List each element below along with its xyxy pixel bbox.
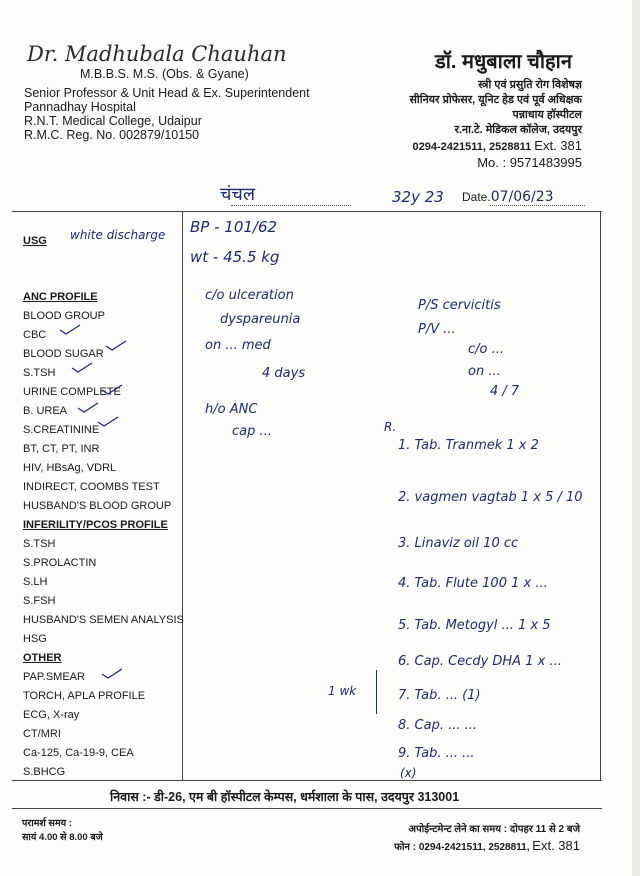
test-item: S.BHCG: [23, 766, 66, 778]
exam-line: P/S cervicitis: [418, 298, 501, 313]
date-dotted-line: [490, 205, 585, 206]
test-heading-other: OTHER: [23, 652, 62, 664]
usg-note-handwritten: white discharge: [70, 228, 166, 242]
detail-line-hi: स्त्री एवं प्रसुति रोग विशेषज्ञ: [478, 79, 582, 91]
rx-line: 8. Cap. ... ...: [398, 718, 478, 733]
test-item: BLOOD SUGAR: [23, 348, 104, 360]
right-margin-line: [600, 211, 601, 780]
page-edge: [632, 0, 640, 876]
detail-line: Pannadhay Hospital: [24, 100, 136, 114]
rx-line: 5. Tab. Metogyl ... 1 x 5: [398, 618, 551, 633]
rx-line: 1. Tab. Tranmek 1 x 2: [398, 438, 539, 453]
detail-line-hi: सीनियर प्रोफेसर, यूनिट हेड एवं पूर्व अधिक्षक: [409, 94, 582, 106]
complaint-line: dyspareunia: [220, 312, 301, 327]
mobile-number: Mo. : 9571483995: [477, 155, 582, 170]
test-item: PAP.SMEAR: [23, 671, 85, 683]
detail-line: R.M.C. Reg. No. 002879/10150: [24, 128, 200, 142]
top-rule: [12, 211, 602, 212]
footer-phone-numbers: फोन : 0294-2421511, 2528811,: [394, 842, 530, 853]
history-line: h/o ANC: [205, 402, 258, 417]
detail-line-hi: पन्नाधाय हॉस्पीटल: [512, 109, 582, 121]
doctor-details-en: [24, 86, 310, 142]
checkmark-icon: [96, 414, 120, 428]
test-item: HUSBAND'S BLOOD GROUP: [23, 500, 172, 512]
bracket-note: 1 wk: [328, 684, 357, 698]
history-line: cap ...: [232, 424, 272, 439]
checkmark-icon: [104, 338, 128, 352]
phone-line: [409, 138, 582, 155]
doctor-details-hi: [409, 78, 582, 170]
date-label: Date.: [462, 190, 491, 204]
rx-line: 9. Tab. ... ...: [398, 746, 475, 761]
patient-name-handwritten: चंचल: [220, 184, 256, 205]
complaint-line: on ... med: [205, 338, 271, 353]
checkmark-icon: [70, 360, 94, 374]
test-item: S.FSH: [23, 595, 56, 607]
detail-line: R.N.T. Medical College, Udaipur: [24, 114, 202, 128]
test-item: S.CREATININE: [23, 424, 100, 436]
checkmark-icon: [76, 400, 100, 414]
footer-phone: [394, 838, 580, 856]
phone-ext: Ext. 381: [534, 138, 582, 153]
residence-address: निवास :- डी-26, एम बी हॉस्पीटल केम्पस, धर्मशाला के पास, उदयपुर 313001: [110, 790, 460, 804]
consult-time: सायं 4.00 से 8.00 बजे: [22, 832, 103, 843]
test-item: B. UREA: [23, 405, 68, 417]
exam-line: on ...: [468, 364, 501, 379]
consult-label: परामर्श समय :: [22, 818, 72, 829]
rx-line: 3. Linaviz oil 10 cc: [398, 536, 519, 551]
test-item: INDIRECT, COOMBS TEST: [23, 481, 160, 493]
test-heading-anc: ANC PROFILE: [23, 291, 98, 303]
exam-line: c/o ...: [468, 342, 505, 357]
test-item: BLOOD GROUP: [23, 310, 105, 322]
rx-line: 7. Tab. ... (1): [398, 688, 481, 703]
footer-phone-ext: Ext. 381: [532, 838, 580, 853]
detail-line-hi: र.ना.टे. मेडिकल कॉलेज, उदयपुर: [454, 124, 582, 136]
checkmark-icon: [100, 382, 124, 396]
test-item: HIV, HBsAg, VDRL: [23, 462, 117, 474]
footer-rule: [12, 808, 602, 809]
rx-line: 6. Cap. Cecdy DHA 1 x ...: [398, 654, 562, 669]
rx-line: 4. Tab. Flute 100 1 x ...: [398, 576, 548, 591]
date-line: [462, 189, 554, 205]
checkmark-icon: [58, 322, 82, 336]
appointment-time: अपोईन्टमेन्ट लेने का समय : दोपहर 11 से 2 बजे: [408, 824, 580, 835]
complaint-line: 4 days: [262, 366, 306, 381]
test-item: S.TSH: [23, 367, 56, 379]
test-item: S.TSH: [23, 538, 56, 550]
test-item: TORCH, APLA PROFILE: [23, 690, 146, 702]
test-item: CBC: [23, 329, 47, 341]
appointment-info: [394, 822, 580, 856]
column-divider: [182, 211, 183, 780]
test-item: BT, CT, PT, INR: [23, 443, 100, 455]
vitals-weight: wt - 45.5 kg: [190, 248, 280, 266]
test-item: CT/MRI: [23, 728, 61, 740]
test-item: ECG, X-ray: [23, 709, 80, 721]
name-dotted-line: [231, 205, 351, 206]
test-item: S.LH: [23, 576, 48, 588]
consult-timing: [22, 817, 103, 845]
checkmark-icon: [100, 666, 124, 680]
bottom-rule: [12, 780, 602, 781]
rx-symbol: R.: [384, 420, 397, 434]
test-heading-infertility: INFERILITY/PCOS PROFILE: [23, 519, 168, 531]
doctor-name-en: Dr. Madhubala Chauhan: [27, 42, 287, 66]
complaint-line: c/o ulceration: [205, 288, 294, 303]
date-value: 07/06/23: [490, 189, 554, 205]
doctor-degree: M.B.B.S. M.S. (Obs. & Gyane): [80, 67, 249, 81]
patient-age-handwritten: 32y 23: [392, 188, 444, 206]
test-item: URINE COMPLETE: [23, 386, 121, 398]
exam-line: 4 / 7: [490, 384, 520, 399]
test-item: HUSBAND'S SEMEN ANALYSIS: [23, 614, 184, 626]
test-item: Ca-125, Ca-19-9, CEA: [23, 747, 134, 759]
bracket-mark: [376, 670, 377, 714]
doctor-name-hi: डॉ. मधुबाला चौहान: [435, 51, 572, 73]
rx-line: (x): [400, 766, 417, 780]
test-item: S.PROLACTIN: [23, 557, 97, 569]
test-heading-usg: USG: [23, 235, 47, 247]
phone-numbers: 0294-2421511, 2528811: [412, 141, 532, 153]
vitals-bp: BP - 101/62: [190, 218, 278, 236]
test-item: HSG: [23, 633, 47, 645]
rx-line: 2. vagmen vagtab 1 x 5 / 10: [398, 490, 583, 505]
detail-line: Senior Professor & Unit Head & Ex. Superintendent: [24, 86, 310, 100]
exam-line: P/V ...: [418, 322, 456, 337]
